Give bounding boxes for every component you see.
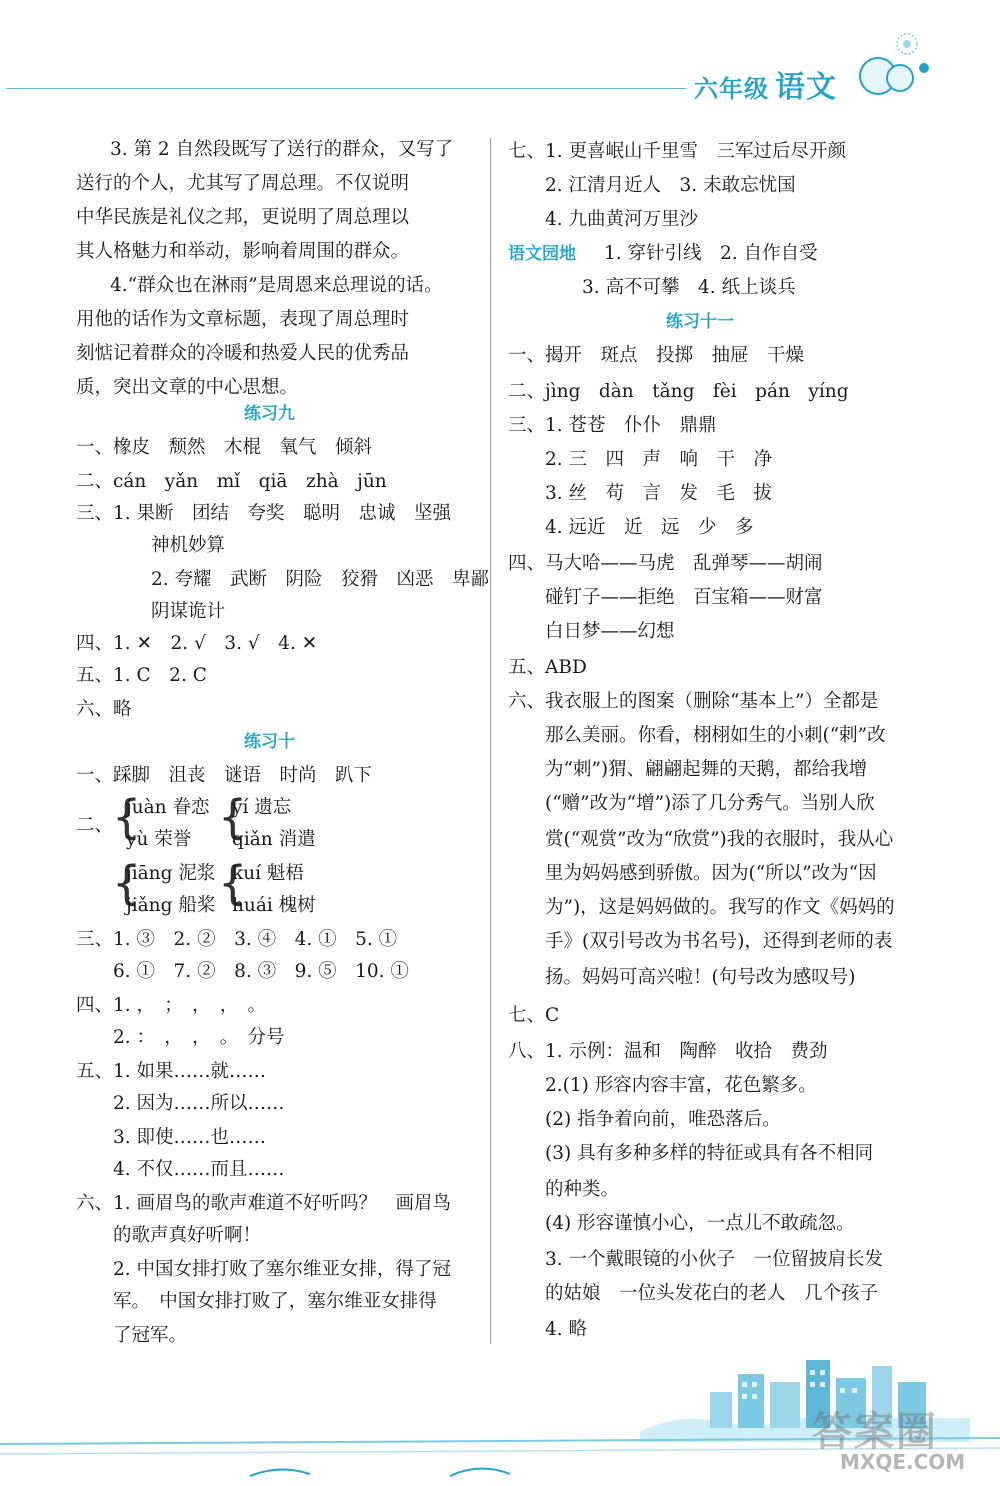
- section-title: 练习十一: [666, 312, 734, 332]
- pinyin-item: juàn 眷恋: [126, 797, 210, 818]
- text-line: 阴谋诡计: [114, 601, 226, 622]
- text-line: 2. 江清月近人 3. 未敢忘忧国: [508, 175, 796, 196]
- brace-icon: {: [112, 790, 142, 844]
- pinyin-item: qiǎn 消遣: [232, 829, 316, 850]
- text-line: 2. 三 四 声 响 干 净: [508, 449, 773, 470]
- text-line: 神机妙算: [114, 535, 226, 556]
- text-line: 四、马大哈——马虎 乱弹琴——胡闹: [508, 553, 823, 574]
- text-line: 3. 丝 苟 言 发 毛 拔: [508, 483, 773, 504]
- text-line: 里为妈妈感到骄傲。因为(“所以”改为“因: [508, 863, 877, 884]
- text-line: 3. 一个戴眼镜的小伙子 一位留披肩长发: [508, 1249, 884, 1270]
- text-line: 白日梦——幻想: [508, 621, 675, 642]
- text-line: 四、1. ， ； ， ， 。: [76, 995, 267, 1016]
- text-line: 的种类。: [508, 1179, 620, 1200]
- text-line: 4. 远近 近 远 少 多: [508, 517, 754, 538]
- text-line: 八、1. 示例：温和 陶醉 收拾 费劲: [508, 1041, 828, 1062]
- header-grade-subject: [694, 62, 837, 106]
- column-divider: [490, 138, 491, 1344]
- text-line: 2. 夸耀 武断 阴险 狡猾 凶恶 卑鄙: [114, 569, 490, 590]
- watermark-logo: 答案圈: [812, 1409, 938, 1455]
- bubbles-decoration-icon: [850, 24, 950, 104]
- text-line: 一、踩脚 沮丧 谜语 时尚 趴下: [76, 765, 373, 786]
- text-line: 二、cán yǎn mǐ qiā zhà jūn: [76, 471, 387, 492]
- text-line: 碰钉子——拒绝 百宝箱——财富: [508, 587, 823, 608]
- text-line: 一、揭开 斑点 投掷 抽屉 干燥: [508, 345, 805, 366]
- text-line: 那么美丽。你看，栩栩如生的小刺(“剌”改: [508, 725, 886, 746]
- text-line: 其人格魅力和举动，影响着周围的群众。: [76, 241, 410, 262]
- text-line: 的歌声真好听啊！: [76, 1225, 262, 1246]
- text-line: 六、1. 画眉鸟的歌声难道不好听吗？ 画眉鸟: [76, 1193, 452, 1214]
- brace-icon: {: [218, 856, 248, 910]
- text-line: 三、1. 果断 团结 夸奖 聪明 忠诚 坚强: [76, 503, 452, 524]
- section-title: 练习十: [244, 732, 295, 752]
- text-line: 七、C: [508, 1005, 560, 1026]
- text-line: 2.(1) 形容内容丰富，花色繁多。: [508, 1075, 817, 1096]
- text-line: 送行的个人，尤其写了周总理。不仅说明: [76, 173, 410, 194]
- brace-icon: {: [112, 856, 142, 910]
- text-line: 4. 不仅……而且……: [76, 1159, 285, 1180]
- pinyin-item: huái 槐树: [232, 895, 316, 916]
- text-line: 3. 高不可攀 4. 纸上谈兵: [508, 277, 796, 298]
- text-line: (4) 形容谨慎小心，一点儿不敢疏忽。: [508, 1213, 855, 1234]
- text-line: 3. 即使……也……: [76, 1127, 267, 1148]
- section-title: 练习九: [244, 404, 295, 424]
- text-line: 五、1. C 2. C: [76, 665, 207, 686]
- text-line: 了冠军。: [76, 1325, 188, 1346]
- text-line: (2) 指争着向前，唯恐落后。: [508, 1109, 781, 1130]
- text-line: 六、我衣服上的图案（删除“基本上”）全都是: [508, 691, 879, 712]
- text-line: (“赠”改为“增”)添了几分秀气。当别人欣: [508, 793, 875, 814]
- text-line: 3. 第 2 自然段既写了送行的群众，又写了: [110, 139, 454, 160]
- text-line: 赏(“观赏”改为“欣赏”)我的衣服时，我从心: [508, 829, 894, 850]
- pinyin-item: jiāng 泥浆: [126, 863, 216, 884]
- text-line: 为”)，这是妈妈做的。我写的作文《妈妈的: [508, 897, 895, 918]
- text-line: (3) 具有多种多样的特征或具有各不相同: [508, 1143, 874, 1164]
- text-line: 六、略: [76, 699, 132, 720]
- text-line: 4. 九曲黄河万里沙: [508, 209, 699, 230]
- pinyin-item: yù 荣誉: [126, 829, 192, 850]
- text-line: 五、1. 如果……就……: [76, 1061, 267, 1082]
- brace-icon: {: [218, 790, 248, 844]
- text-line: 6. ① 7. ② 8. ③ 9. ⑤ 10. ①: [76, 961, 409, 982]
- section-title: 语文园地: [508, 244, 576, 264]
- text-line: 五、ABD: [508, 657, 587, 678]
- text-line: 2. ： ， ， 。 分号: [76, 1027, 285, 1048]
- text-line: 二、: [76, 815, 114, 836]
- text-line: 为“刺”)猬、翩翩起舞的天鹅，都给我增: [508, 759, 868, 780]
- grade-label: 六年级: [694, 75, 769, 103]
- text-line: 三、1. ③ 2. ② 3. ④ 4. ① 5. ①: [76, 929, 398, 950]
- pinyin-item: jiǎng 船桨: [126, 895, 216, 916]
- text-line: 2. 中国女排打败了塞尔维亚女排，得了冠: [76, 1259, 452, 1280]
- text-line: 中华民族是礼仪之邦，更说明了周总理以: [76, 207, 410, 228]
- text-line: 质，突出文章的中心思想。: [76, 377, 299, 398]
- text-line: 三、1. 苍苍 仆仆 鼎鼎: [508, 415, 717, 436]
- text-line: 刻惦记着群众的冷暖和热爱人民的优秀品: [76, 343, 410, 364]
- text-line: 4. 略: [508, 1319, 588, 1340]
- text-line: 七、1. 更喜岷山千里雪 三军过后尽开颜: [508, 141, 847, 162]
- text-line: 的姑娘 一位头发花白的老人 几个孩子: [508, 1283, 879, 1304]
- header-rule: [6, 88, 686, 89]
- text-line: 扬。妈妈可高兴啦！(句号改为感叹号): [508, 967, 856, 988]
- text-line: 4.“群众也在淋雨”是周恩来总理说的话。: [110, 275, 443, 296]
- text-line: 手》(双引号改为书名号)，还得到老师的表: [508, 931, 893, 952]
- watermark-url: MXQE.COM: [840, 1450, 966, 1474]
- text-line: 军。 中国女排打败了，塞尔维亚女排得: [76, 1291, 437, 1312]
- text-line: 四、1. ✕ 2. √ 3. √ 4. ✕: [76, 633, 318, 654]
- text-line: 1. 穿针引线 2. 自作自受: [604, 243, 818, 264]
- text-line: 2. 因为……所以……: [76, 1093, 285, 1114]
- text-line: 一、橡皮 颓然 木棍 氧气 倾斜: [76, 437, 373, 458]
- text-line: 用他的话作为文章标题，表现了周总理时: [76, 309, 410, 330]
- pinyin-item: kuí 魁梧: [232, 863, 304, 884]
- subject-label: 语文: [775, 70, 837, 105]
- text-line: 二、jìng dàn tǎng fèi pán yíng: [508, 381, 849, 402]
- pinyin-item: yí 遗忘: [232, 797, 292, 818]
